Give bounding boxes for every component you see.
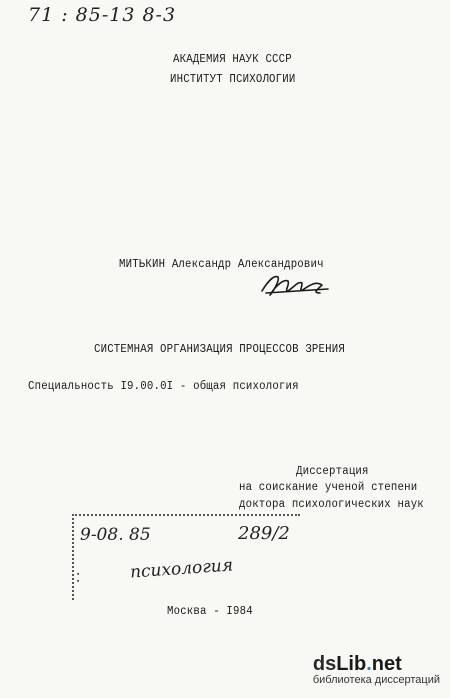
degree-line-2: на соискание ученой степени xyxy=(239,481,418,494)
degree-line-3: доктора психологических наук xyxy=(239,498,424,511)
stamp-marks: ▪ ▪ xyxy=(76,571,81,586)
author-name: МИТЬКИН Александр Александрович xyxy=(119,258,324,271)
dissertation-title: СИСТЕМНАЯ ОРГАНИЗАЦИЯ ПРОЦЕССОВ ЗРЕНИЯ xyxy=(94,343,345,356)
academy-name: АКАДЕМИЯ НАУК СССР xyxy=(173,53,292,66)
degree-line-1: Диссертация xyxy=(296,465,369,478)
place-and-year: Москва - I984 xyxy=(167,605,253,618)
stamp-subject-handwritten: психология xyxy=(129,555,234,583)
institute-name: ИНСТИТУТ ПСИХОЛОГИИ xyxy=(170,73,296,86)
dslib-watermark xyxy=(313,653,440,686)
stamp-date-handwritten: 9-08. 85 xyxy=(80,525,151,545)
dslib-logo: dsLib.net xyxy=(312,653,402,675)
signature xyxy=(258,271,338,299)
stamp-number-handwritten: 289/2 xyxy=(238,523,290,544)
specialty: Специальность I9.00.0I - общая психология xyxy=(28,380,299,393)
archive-number-handwritten: 71 : 85-13 8-3 xyxy=(28,4,177,26)
dslib-tagline: библиотека диссертаций xyxy=(312,674,440,686)
